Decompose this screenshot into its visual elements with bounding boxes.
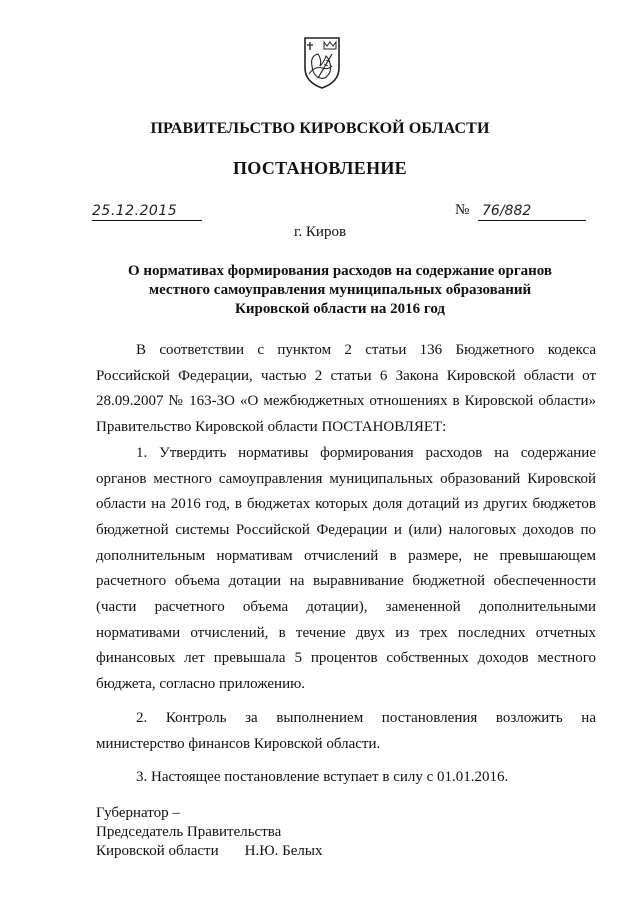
- title-line: О нормативах формирования расходов на содержание органов: [128, 263, 552, 279]
- government-name: ПРАВИТЕЛЬСТВО КИРОВСКОЙ ОБЛАСТИ: [150, 120, 490, 137]
- item-3-paragraph: 3. Настоящее постановление вступает в силу с 01.01.2016.: [136, 769, 509, 786]
- handwritten-number: 76/882: [482, 203, 532, 219]
- title-line: Кировской области на 2016 год: [235, 301, 445, 317]
- document-type: ПОСТАНОВЛЕНИЕ: [233, 158, 407, 178]
- handwritten-date: 25.12.2015: [92, 203, 178, 219]
- signature-title-with-name: [96, 842, 322, 861]
- signature-title: Губернатор –: [96, 805, 180, 821]
- item-2-paragraph: 2. Контроль за выполнением постановления возложить на министерство финансов Кировской области.: [96, 709, 596, 752]
- number-field: [478, 202, 586, 221]
- city: г. Киров: [293, 224, 347, 240]
- number-label: №: [455, 202, 470, 218]
- date-field: [92, 202, 202, 221]
- document-body: [96, 338, 596, 791]
- item-1-paragraph: 1. Утвердить нормативы формирования расходов на содержание органов местного самоуправления муниципальных образований Кировской области на 2016 год, в бюджетах которых доля дотаций из других бюджетов бюджетной системы Российской Федерации и (или) налоговых доходов по дополнительным нормативам отчислений в размере, не превышающем расчетного объема дотации на выравнивание бюджетной обеспеченности (части расчетного объема дотации), замененной дополнительными нормативами отчислений, в течение двух из трех последних отчетных финансовых лет превышала 5 процентов собственных доходов местного бюджета, согласно приложению.: [96, 444, 596, 693]
- document-title: [110, 262, 570, 319]
- coat-of-arms-icon: [302, 36, 342, 90]
- preamble-paragraph: В соответствии с пунктом 2 статьи 136 Бюджетного кодекса Российской Федерации, частью 2 статьи 6 Закона Кировской области от 28.09.2007 № 163-ЗО «О межбюджетных отношениях в Кировской области» Правительство Кировской области ПОСТАНОВЛЯЕТ:: [96, 342, 596, 436]
- signature-block: [96, 804, 322, 861]
- title-line: местного самоуправления муниципальных образований: [148, 282, 532, 298]
- signatory-name: Н.Ю. Белых: [244, 843, 323, 859]
- signature-region: Кировской области: [96, 843, 219, 859]
- signature-title: Председатель Правительства: [96, 824, 282, 840]
